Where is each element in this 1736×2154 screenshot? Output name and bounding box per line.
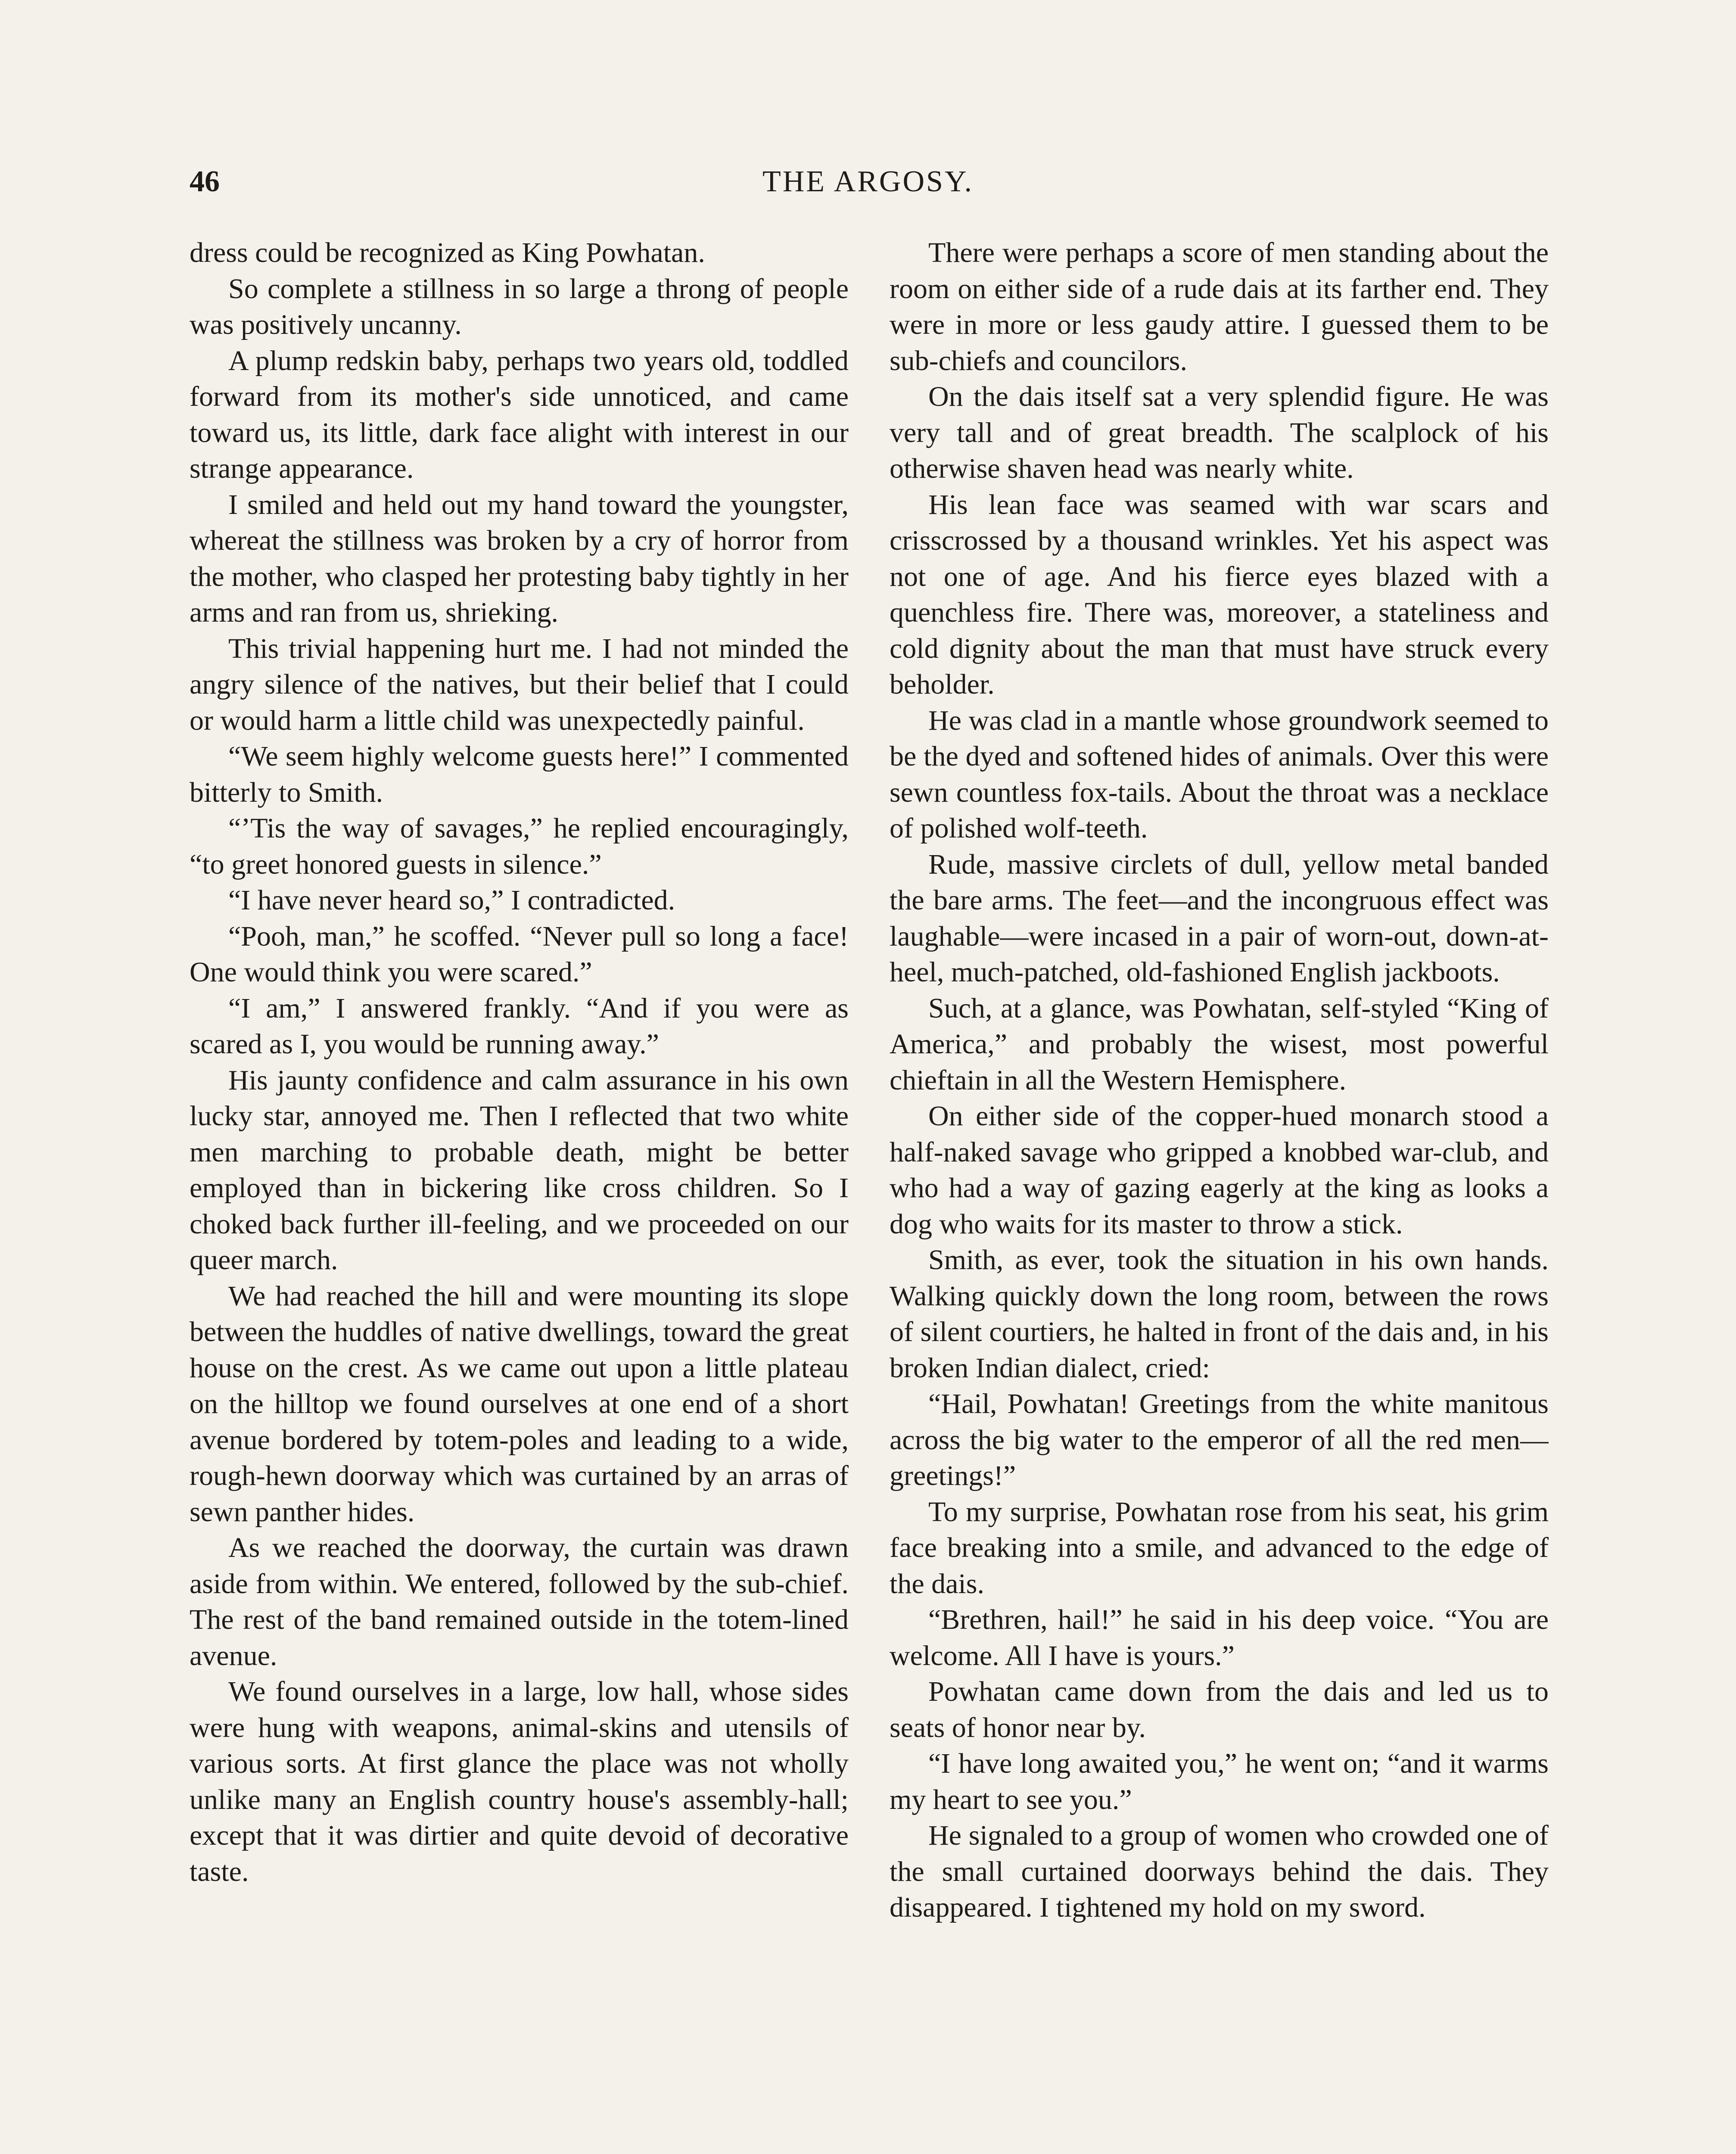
- paragraph: “I have long awaited you,” he went on; “and it warms my heart to see you.”: [890, 1748, 1549, 1815]
- paragraph: Rude, massive circlets of dull, yellow metal banded the bare arms. The feet—and the incongruous effect was laughable—were incased in a pair of worn-out, down-at-heel, much-patched, old-fashioned English jackboots.: [890, 848, 1549, 988]
- paragraph: His jaunty confidence and calm assurance in his own lucky star, annoyed me. Then I reflected that two white men marching to probable death, might be better employed than in bickering like cross children. So I choked back further ill-feeling, and we proceeded on our queer march.: [190, 1064, 849, 1276]
- paragraph: On the dais itself sat a very splendid figure. He was very tall and of great breadth. The scalplock of his otherwise shaven head was nearly white.: [890, 381, 1549, 484]
- paragraph: His lean face was seamed with war scars and crisscrossed by a thousand wrinkles. Yet his aspect was not one of age. And his fierce eyes blazed with a quenchless fire. There was, moreover, a stateliness and cold dignity about the man that must have struck every beholder.: [890, 489, 1549, 700]
- left-column: [190, 235, 849, 2154]
- running-title: THE ARGOSY.: [762, 165, 974, 198]
- paragraph: “I have never heard so,” I contradicted.: [228, 884, 675, 916]
- paragraph: “I am,” I answered frankly. “And if you were as scared as I, you would be running away.”: [190, 992, 849, 1060]
- paragraph: We found ourselves in a large, low hall, whose sides were hung with weapons, animal-skins and utensils of various sorts. At first glance the place was not wholly unlike many an English country house's assembly-hall; except that it was dirtier and quite devoid of decorative taste.: [190, 1676, 849, 1887]
- paragraph: I smiled and held out my hand toward the youngster, whereat the stillness was broken by a cry of horror from the mother, who clasped her protesting baby tightly in her arms and ran from us, shrieking.: [190, 489, 849, 628]
- paragraph: “Pooh, man,” he scoffed. “Never pull so long a face! One would think you were scared.”: [190, 920, 849, 988]
- paragraph: He was clad in a mantle whose groundwork seemed to be the dyed and softened hides of animals. Over this were sewn countless fox-tails. About the throat was a necklace of polished wolf-teeth.: [890, 704, 1549, 844]
- paragraph: Such, at a glance, was Powhatan, self-styled “King of America,” and probably the wisest, most powerful chieftain in all the Western Hemisphere.: [890, 992, 1549, 1096]
- paragraph: So complete a stillness in so large a throng of people was positively uncanny.: [190, 273, 849, 340]
- paragraph: “’Tis the way of savages,” he replied encouragingly, “to greet honored guests in silence.”: [190, 812, 849, 880]
- paragraph: “Brethren, hail!” he said in his deep voice. “You are welcome. All I have is yours.”: [890, 1604, 1549, 1672]
- paragraph: As we reached the doorway, the curtain was drawn aside from within. We entered, followed by the sub-chief. The rest of the band remained outside in the totem-lined avenue.: [190, 1532, 849, 1672]
- paragraph: We had reached the hill and were mounting its slope between the huddles of native dwellings, toward the great house on the crest. As we came out upon a little plateau on the hilltop we found ourselves at one end of a short avenue bordered by totem-poles and leading to a wide, rough-hewn doorway which was curtained by an arras of sewn panther hides.: [190, 1280, 849, 1528]
- right-column: [890, 235, 1549, 2154]
- paragraph: There were perhaps a score of men standing about the room on either side of a rude dais at its farther end. They were in more or less gaudy attire. I guessed them to be sub-chiefs and councilors.: [890, 237, 1549, 377]
- paragraph: “Hail, Powhatan! Greetings from the white manitous across the big water to the emperor of all the red men—greetings!”: [890, 1388, 1549, 1491]
- paragraph: dress could be recognized as King Powhatan.: [190, 237, 705, 268]
- paragraph: On either side of the copper-hued monarch stood a half-naked savage who gripped a knobbed war-club, and who had a way of gazing eagerly at the king as looks a dog who waits for its master to throw a stick.: [890, 1100, 1549, 1240]
- paragraph: To my surprise, Powhatan rose from his seat, his grim face breaking into a smile, and advanced to the edge of the dais.: [890, 1496, 1549, 1600]
- paragraph: A plump redskin baby, perhaps two years old, toddled forward from its mother's side unnoticed, and came toward us, its little, dark face alight with interest in our strange appearance.: [190, 345, 849, 484]
- paragraph: He signaled to a group of women who crowded one of the small curtained doorways behind the dais. They disappeared. I tightened my hold on my sword.: [890, 1820, 1549, 1923]
- paragraph: Smith, as ever, took the situation in his own hands. Walking quickly down the long room, between the rows of silent courtiers, he halted in front of the dais and, in his broken Indian dialect, cried:: [890, 1244, 1549, 1384]
- paragraph: This trivial happening hurt me. I had not minded the angry silence of the natives, but their belief that I could or would harm a little child was unexpectedly painful.: [190, 632, 849, 736]
- paragraph: Powhatan came down from the dais and led us to seats of honor near by.: [890, 1676, 1549, 1743]
- page-number: 46: [190, 165, 220, 198]
- paragraph: “We seem highly welcome guests here!” I commented bitterly to Smith.: [190, 741, 849, 808]
- page-header: [190, 160, 1546, 208]
